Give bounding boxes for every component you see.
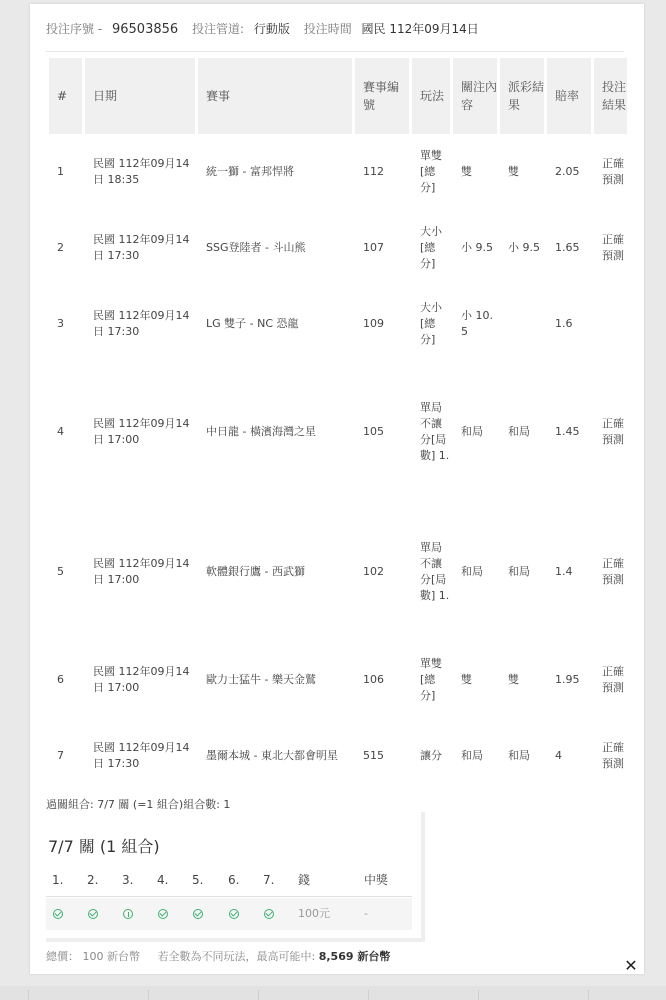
row-index: 4 xyxy=(57,425,64,438)
check-circle-icon xyxy=(158,909,168,919)
row-event-no: 112 xyxy=(363,165,384,178)
row-selection: 雙 xyxy=(461,673,472,686)
col-date: 日期 xyxy=(85,58,195,134)
col-event-no: 賽事編號 xyxy=(355,58,409,134)
row-result: 和局 xyxy=(508,565,530,578)
row-odds: 1.95 xyxy=(555,673,580,686)
row-odds: 4 xyxy=(555,749,562,762)
row-selection: 小 10.5 xyxy=(461,309,493,338)
row-index: 3 xyxy=(57,317,64,330)
parlay-col-1: 1. xyxy=(52,873,64,887)
row-outcome: 正確預測 xyxy=(602,417,624,446)
row-event: SSG登陸者 - 斗山熊 xyxy=(206,241,306,254)
row-event-no: 106 xyxy=(363,673,384,686)
parlay-col-money: 錢 xyxy=(298,873,311,887)
row-outcome: 正確預測 xyxy=(602,665,624,694)
close-icon[interactable]: ✕ xyxy=(624,956,638,975)
row-date: 民國 112年09月14日 18:35 xyxy=(93,157,190,186)
parlay-money: 100元 xyxy=(298,907,330,920)
col-index: # xyxy=(49,58,82,134)
row-event: LG 雙子 - NC 恐龍 xyxy=(206,317,299,330)
row-index: 6 xyxy=(57,673,64,686)
parlay-col-prize: 中獎 xyxy=(364,873,389,887)
row-event: 墨爾本城 - 東北大都會明星 xyxy=(206,749,338,762)
row-odds: 1.6 xyxy=(555,317,573,330)
bet-detail-panel xyxy=(30,4,644,974)
total-value: 100 新台幣 xyxy=(82,950,140,963)
table-header-row xyxy=(49,58,627,134)
row-event-no: 105 xyxy=(363,425,384,438)
row-outcome: 正確預測 xyxy=(602,741,624,770)
check-circle-icon xyxy=(229,909,239,919)
row-result: 雙 xyxy=(508,165,519,178)
row-outcome: 正確預測 xyxy=(602,233,624,262)
serial-label: 投注序號 - xyxy=(46,22,103,36)
parlay-col-2: 2. xyxy=(87,873,99,887)
row-event: 軟體銀行鷹 - 西武獅 xyxy=(206,565,305,578)
row-selection: 和局 xyxy=(461,565,483,578)
col-outcome: 投注結果 xyxy=(594,58,627,134)
header-divider xyxy=(46,51,624,52)
table-row xyxy=(49,210,627,286)
check-circle-icon xyxy=(88,909,98,919)
max-win-note: 若全數為不同玩法，最高可能中: xyxy=(157,950,316,963)
row-selection: 和局 xyxy=(461,425,483,438)
table-row xyxy=(49,286,627,362)
table-row xyxy=(49,134,627,210)
parlay-col-5: 5. xyxy=(192,873,204,887)
check-circle-icon xyxy=(193,909,203,919)
bottom-tab-bar xyxy=(0,986,666,1000)
parlay-col-6: 6. xyxy=(228,873,240,887)
bets-table xyxy=(46,58,630,794)
parlay-prize: - xyxy=(364,907,368,920)
parlay-col-7: 7. xyxy=(263,873,275,887)
row-date: 民國 112年09月14日 17:30 xyxy=(93,233,190,262)
table-row xyxy=(49,718,627,794)
row-event-no: 107 xyxy=(363,241,384,254)
parlay-title: 7/7 關 (1 組合) xyxy=(48,837,160,856)
row-date: 民國 112年09月14日 17:00 xyxy=(93,665,190,694)
table-row xyxy=(49,362,627,502)
row-index: 7 xyxy=(57,749,64,762)
parlay-data-row xyxy=(46,898,412,930)
row-play: 讓分 xyxy=(420,749,442,762)
row-odds: 1.4 xyxy=(555,565,573,578)
row-result: 和局 xyxy=(508,425,530,438)
col-result: 派彩結果 xyxy=(500,58,544,134)
row-outcome xyxy=(594,286,627,362)
row-odds: 2.05 xyxy=(555,165,580,178)
row-event: 中日龍 - 橫濱海灣之星 xyxy=(206,425,316,438)
time-value: 國民 112年09月14日 xyxy=(361,22,479,36)
row-play: 大小[總分] xyxy=(420,301,442,346)
serial-value: 96503856 xyxy=(111,22,179,37)
row-date: 民國 112年09月14日 17:00 xyxy=(93,417,190,446)
parlay-col-4: 4. xyxy=(157,873,169,887)
row-index: 2 xyxy=(57,241,64,254)
row-selection: 小 9.5 xyxy=(461,241,493,254)
row-play: 大小[總分] xyxy=(420,225,442,270)
row-selection: 和局 xyxy=(461,749,483,762)
info-circle-icon xyxy=(123,909,133,919)
row-odds: 1.65 xyxy=(555,241,580,254)
table-row xyxy=(49,642,627,718)
row-event-no: 515 xyxy=(363,749,384,762)
channel-value: 行動版 xyxy=(253,22,290,36)
parlay-box xyxy=(46,812,425,942)
row-event: 統一獅 - 富邦悍將 xyxy=(206,165,294,178)
col-event: 賽事 xyxy=(198,58,352,134)
row-event-no: 109 xyxy=(363,317,384,330)
row-index: 1 xyxy=(57,165,64,178)
bet-footer xyxy=(46,948,390,964)
parlay-header-row xyxy=(46,864,412,897)
row-event: 歐力士猛牛 - 樂天金鷲 xyxy=(206,673,316,686)
row-date: 民國 112年09月14日 17:30 xyxy=(93,741,190,770)
row-date: 民國 112年09月14日 17:30 xyxy=(93,309,190,338)
col-odds: 賠率 xyxy=(547,58,591,134)
bet-header xyxy=(46,20,624,37)
row-play: 單局不讓分[局數] 1. xyxy=(420,401,450,462)
table-row xyxy=(49,502,627,642)
row-play: 單雙[總分] xyxy=(420,149,442,194)
row-date: 民國 112年09月14日 17:00 xyxy=(93,557,190,586)
channel-label: 投注管道: xyxy=(191,22,245,36)
parlay-col-3: 3. xyxy=(122,873,134,887)
col-selection: 關注內容 xyxy=(453,58,497,134)
row-outcome: 正確預測 xyxy=(602,557,624,586)
max-win-value: 8,569 新台幣 xyxy=(318,950,391,963)
row-odds: 1.45 xyxy=(555,425,580,438)
parlay-summary: 過關組合: 7/7 關 (=1 組合)組合數: 1 xyxy=(46,798,231,811)
row-outcome: 正確預測 xyxy=(602,157,624,186)
row-result: 小 9.5 xyxy=(508,241,540,254)
row-index: 5 xyxy=(57,565,64,578)
total-label: 總價： xyxy=(46,950,79,963)
row-result: 和局 xyxy=(508,749,530,762)
row-play: 單局不讓分[局數] 1. xyxy=(420,541,450,602)
time-label: 投注時間 xyxy=(303,22,352,36)
row-selection: 雙 xyxy=(461,165,472,178)
check-circle-icon xyxy=(264,909,274,919)
row-play: 單雙[總分] xyxy=(420,657,442,702)
col-play: 玩法 xyxy=(412,58,450,134)
row-result: 雙 xyxy=(508,673,519,686)
row-result xyxy=(500,286,544,362)
row-event-no: 102 xyxy=(363,565,384,578)
check-circle-icon xyxy=(53,909,63,919)
